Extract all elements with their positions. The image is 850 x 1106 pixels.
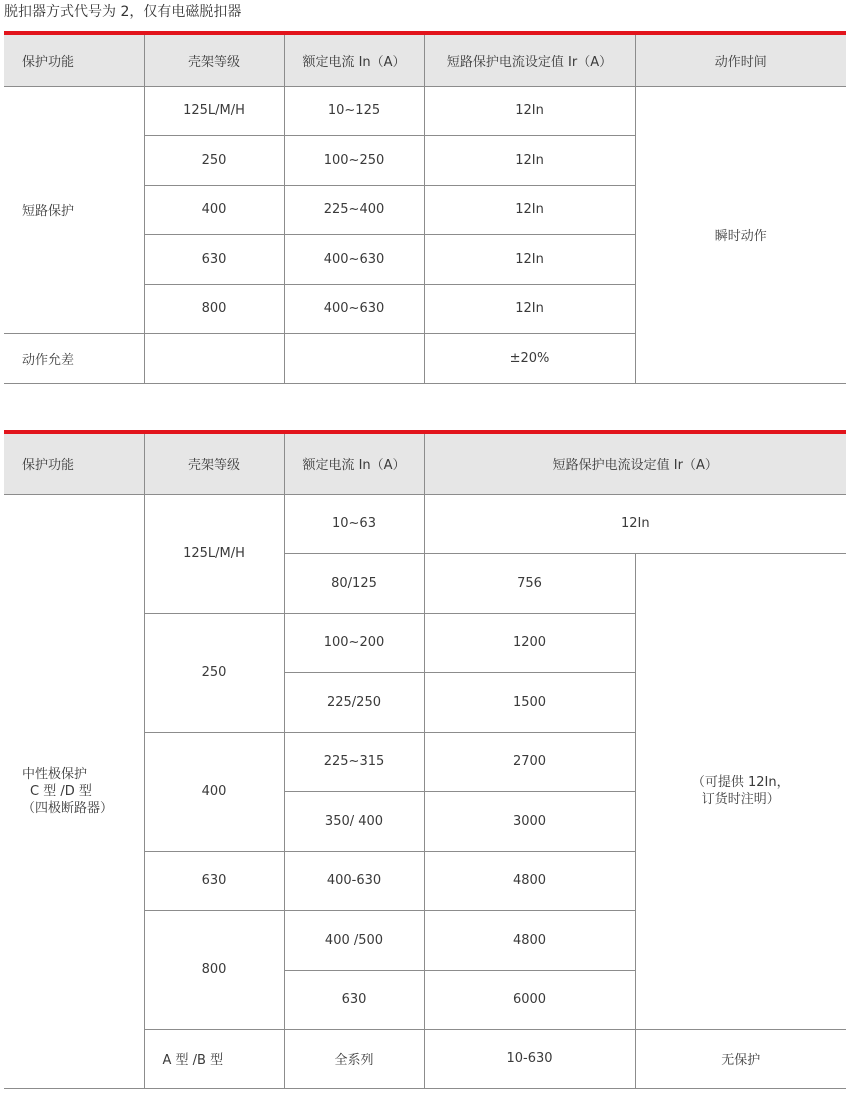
current-cell: 400~630 xyxy=(284,284,424,333)
function-line: 中性极保护 xyxy=(22,766,88,782)
header-frame-grade: 壳架等级 xyxy=(144,434,284,494)
current-cell: 225~400 xyxy=(284,185,424,234)
frame-cell: 125L/M/H xyxy=(144,86,284,135)
setting-cell: 6000 xyxy=(424,970,635,1029)
frame-cell: 630 xyxy=(144,234,284,284)
current-cell: 10~125 xyxy=(284,86,424,135)
setting-cell: 12In xyxy=(424,135,635,185)
frame-cell: 250 xyxy=(144,135,284,185)
frame-cell: 800 xyxy=(144,910,284,1029)
neutral-function-cell xyxy=(4,494,144,1088)
setting-cell: 12In xyxy=(424,284,635,333)
setting-cell: 12In xyxy=(424,86,635,135)
setting-cell: 4800 xyxy=(424,910,635,970)
table1-header-row xyxy=(4,35,846,86)
header-rated-current: 额定电流 In（A） xyxy=(284,434,424,494)
setting-cell: 3000 xyxy=(424,791,635,851)
current-cell: 225~315 xyxy=(284,732,424,791)
current-cell: 350/ 400 xyxy=(284,791,424,851)
frame-cell: 125L/M/H xyxy=(144,494,284,613)
frame-cell: 630 xyxy=(144,851,284,910)
tolerance-label: 动作允差 xyxy=(4,333,144,383)
function-line: C 型 /D 型 xyxy=(30,783,92,799)
table-row xyxy=(4,494,846,553)
table2-header-row xyxy=(4,434,846,494)
setting-cell: 无保护 xyxy=(635,1029,846,1088)
current-cell: 400-630 xyxy=(284,851,424,910)
frame-cell: 400 xyxy=(144,732,284,851)
frame-cell: 全系列 xyxy=(284,1029,424,1088)
header-action-time: 动作时间 xyxy=(635,35,846,86)
setting-cell: 1200 xyxy=(424,613,635,672)
neutral-protection-table xyxy=(4,434,846,1089)
setting-cell: 2700 xyxy=(424,732,635,791)
short-circuit-table xyxy=(4,35,846,384)
function-line: （四极断路器） xyxy=(22,800,114,816)
current-cell: 10~63 xyxy=(284,494,424,553)
current-cell: 100~200 xyxy=(284,613,424,672)
header-frame-grade: 壳架等级 xyxy=(144,35,284,86)
note-cell xyxy=(635,553,846,1029)
function-cell: A 型 /B 型 xyxy=(144,1029,284,1088)
frame-cell: 250 xyxy=(144,613,284,732)
setting-cell: 12In xyxy=(424,185,635,234)
setting-cell: 1500 xyxy=(424,672,635,732)
header-setting-value: 短路保护电流设定值 Ir（A） xyxy=(424,434,846,494)
table-row xyxy=(4,86,846,135)
empty-cell xyxy=(284,333,424,383)
current-cell: 400~630 xyxy=(284,234,424,284)
frame-cell: 800 xyxy=(144,284,284,333)
header-setting-value: 短路保护电流设定值 Ir（A） xyxy=(424,35,635,86)
current-cell: 100~250 xyxy=(284,135,424,185)
header-rated-current: 额定电流 In（A） xyxy=(284,35,424,86)
current-cell: 10-630 xyxy=(424,1029,635,1088)
current-cell: 225/250 xyxy=(284,672,424,732)
frame-cell: 400 xyxy=(144,185,284,234)
tolerance-value: ±20% xyxy=(424,333,635,383)
header-protection-function: 保护功能 xyxy=(4,434,144,494)
empty-cell xyxy=(144,333,284,383)
header-protection-function: 保护功能 xyxy=(4,35,144,86)
setting-cell: 12In xyxy=(424,234,635,284)
function-cell: 短路保护 xyxy=(4,86,144,333)
setting-cell: 4800 xyxy=(424,851,635,910)
current-cell: 630 xyxy=(284,970,424,1029)
current-cell: 400 /500 xyxy=(284,910,424,970)
action-time-cell: 瞬时动作 xyxy=(635,86,846,383)
caption: 脱扣器方式代号为 2，仅有电磁脱扣器 xyxy=(4,4,242,20)
note-line: 订货时注明） xyxy=(701,792,780,807)
note-line: （可提供 12In， xyxy=(691,775,790,790)
setting-cell: 12In xyxy=(424,494,846,553)
current-cell: 80/125 xyxy=(284,553,424,613)
setting-cell: 756 xyxy=(424,553,635,613)
